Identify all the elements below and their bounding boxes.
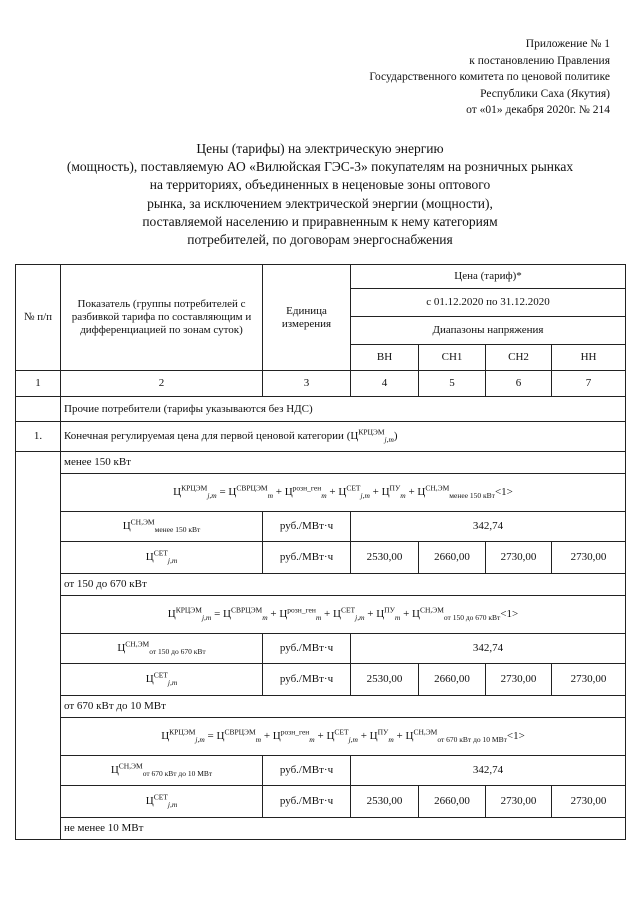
row1-close: ) bbox=[393, 430, 398, 442]
symbol-sup: СН,ЭМ bbox=[118, 761, 143, 771]
rozn-symbol bbox=[284, 483, 327, 501]
tariff-symbol: Ц bbox=[412, 608, 420, 620]
column-number: 5 bbox=[419, 371, 486, 397]
symbol-sup: розн_ген bbox=[287, 605, 316, 615]
symbol-sub: от 150 до 670 кВт bbox=[149, 647, 206, 657]
symbol-sup: КРЦЭМ bbox=[175, 605, 202, 615]
tariff-symbol: Ц bbox=[272, 730, 281, 742]
unit-cell: руб./МВт·ч bbox=[263, 542, 351, 574]
tariff-symbol: Ц bbox=[110, 764, 119, 776]
symbol-sup: СВРЦЭМ bbox=[230, 605, 263, 615]
document-title bbox=[0, 140, 640, 249]
set-value: 2730,00 bbox=[486, 542, 552, 574]
header-num: № п/п bbox=[16, 265, 61, 371]
symbol-sub: j,m bbox=[355, 613, 365, 623]
appendix-line: к постановлению Правления bbox=[469, 54, 610, 67]
formula-cell: $Ц^{КРЦЭМ}_{j,m} = Ц^{СВРЦЭМ}_m + Ц^{розн\_ген}_m + Ц^{СЕТ}_{j,m} + Ц^{ПУ}_m + Ц^{СН,ЭМ}_{от 150 до 670 кВт}<1>$ bbox=[61, 596, 626, 634]
tariff-symbol: Ц bbox=[405, 730, 414, 742]
row-number: 1. bbox=[16, 422, 61, 452]
set-symbol bbox=[145, 670, 178, 688]
header-price: Цена (тариф)* bbox=[351, 265, 626, 289]
symbol-sup: ПУ bbox=[384, 605, 395, 615]
symbol-sup: СН,ЭМ bbox=[425, 483, 450, 493]
symbol-sup: ПУ bbox=[377, 727, 389, 737]
symbol-sup: СЕТ bbox=[153, 670, 168, 680]
footnote-ref: <1> bbox=[494, 486, 513, 498]
set-value: 2660,00 bbox=[419, 542, 486, 574]
symbol-sub: от 150 до 670 кВт bbox=[443, 613, 501, 623]
symbol-sub: от 670 кВт до 10 МВт bbox=[437, 735, 507, 745]
krcem-symbol bbox=[161, 727, 205, 745]
symbol-sup: СВРЦЭМ bbox=[236, 483, 268, 493]
symbol-sup: СЕТ bbox=[340, 605, 356, 615]
sn-value: 342,74 bbox=[351, 756, 626, 786]
sn-component-label bbox=[61, 512, 263, 542]
header-sn2: СН2 bbox=[486, 345, 552, 371]
title-line: рынка, за исключением электрической энергии (мощности), bbox=[147, 195, 493, 211]
tariff-symbol: Ц bbox=[326, 730, 335, 742]
symbol-sup: КРЦЭМ bbox=[169, 727, 196, 737]
svrcem-symbol bbox=[228, 483, 273, 501]
set-component-label bbox=[61, 664, 263, 696]
tariff-symbol: Ц bbox=[332, 608, 341, 620]
unit-cell: руб./МВт·ч bbox=[263, 786, 351, 818]
symbol-sub: j,m bbox=[167, 556, 178, 566]
svrcem-symbol bbox=[216, 727, 262, 745]
column-number: 6 bbox=[486, 371, 552, 397]
tariff-symbol: Ц bbox=[145, 795, 154, 807]
set-value: 2530,00 bbox=[351, 664, 419, 696]
set-component-label bbox=[61, 542, 263, 574]
header-indicator: Показатель (группы потребителей с разбивкой тарифа по составляющим и дифференциацией по зонам суток) bbox=[61, 265, 263, 371]
tariff-symbol: Ц bbox=[228, 486, 237, 498]
symbol-sup: СН,ЭМ bbox=[419, 605, 444, 615]
symbol-sup: СН,ЭМ bbox=[125, 639, 150, 649]
tariff-symbol: Ц bbox=[145, 551, 154, 563]
symbol-sup: СВРЦЭМ bbox=[224, 727, 256, 737]
symbol-sup: розн_ген bbox=[292, 483, 322, 493]
header-sn1: СН1 bbox=[419, 345, 486, 371]
footnote-ref: <1> bbox=[500, 608, 519, 620]
set-value: 2530,00 bbox=[351, 786, 419, 818]
symbol-sup: розн_ген bbox=[280, 727, 310, 737]
symbol-sub: менее 150 кВт bbox=[154, 525, 201, 535]
appendix-line: Приложение № 1 bbox=[525, 38, 610, 50]
group-label: не менее 10 МВт bbox=[61, 818, 626, 840]
set-symbol bbox=[338, 483, 370, 501]
symbol-sup: КРЦЭМ bbox=[181, 483, 208, 493]
set-value: 2530,00 bbox=[351, 542, 419, 574]
title-line: на территориях, объединенных в неценовые зоны оптового bbox=[149, 177, 491, 193]
symbol-sub: m bbox=[400, 491, 406, 501]
rozn-symbol bbox=[272, 727, 315, 745]
krcem-symbol bbox=[167, 605, 212, 623]
set-symbol bbox=[145, 792, 178, 810]
header-period: с 01.12.2020 по 31.12.2020 bbox=[351, 289, 626, 317]
symbol-sub: j,m bbox=[348, 735, 358, 745]
pu-symbol bbox=[369, 727, 394, 745]
pu-symbol bbox=[381, 483, 406, 501]
symbol-sub: m bbox=[262, 613, 268, 623]
tariff-symbol: Ц bbox=[338, 486, 347, 498]
sn-value: 342,74 bbox=[351, 512, 626, 542]
symbol-sup: СЕТ bbox=[346, 483, 361, 493]
sn-symbol bbox=[117, 639, 206, 657]
group-num-cell bbox=[16, 452, 61, 840]
appendix-block bbox=[369, 36, 610, 119]
header-unit: Единица измерения bbox=[263, 265, 351, 371]
sn-value: 342,74 bbox=[351, 634, 626, 664]
group-label: менее 150 кВт bbox=[61, 452, 626, 474]
symbol-sup: СН,ЭМ bbox=[413, 727, 438, 737]
symbol-sub: менее 150 кВт bbox=[449, 491, 495, 501]
tariff-symbol: Ц bbox=[216, 730, 225, 742]
symbol-sub: m bbox=[267, 491, 273, 501]
tariff-symbol: Ц bbox=[167, 608, 176, 620]
header-vn: ВН bbox=[351, 345, 419, 371]
column-number: 3 bbox=[263, 371, 351, 397]
tariff-symbol: Ц bbox=[223, 608, 231, 620]
set-value: 2660,00 bbox=[419, 664, 486, 696]
section-other-consumers: Прочие потребители (тарифы указываются без НДС) bbox=[61, 397, 626, 422]
tariff-symbol: Ц bbox=[284, 486, 293, 498]
set-value: 2730,00 bbox=[486, 664, 552, 696]
tariff-table bbox=[15, 264, 626, 840]
symbol-sup: СЕТ bbox=[334, 727, 349, 737]
svrcem-symbol bbox=[223, 605, 268, 623]
rozn-symbol bbox=[279, 605, 322, 623]
set-symbol bbox=[145, 548, 178, 566]
row1-text: Конечная регулируемая цена для первой ценовой категории (Ц bbox=[64, 430, 359, 442]
column-number: 2 bbox=[61, 371, 263, 397]
empty-cell bbox=[16, 397, 61, 422]
set-value: 2730,00 bbox=[552, 664, 626, 696]
title-line: (мощность), поставляемую АО «Вилюйская ГЭС-3» покупателям на розничных рынках bbox=[66, 159, 574, 175]
symbol-sub: j,m bbox=[360, 491, 370, 501]
unit-cell: руб./МВт·ч bbox=[263, 756, 351, 786]
sn-component-label bbox=[61, 634, 263, 664]
tariff-symbol: Ц bbox=[369, 730, 378, 742]
title-line: поставляемой населению и приравненным к нему категориям bbox=[142, 213, 498, 229]
set-component-label bbox=[61, 786, 263, 818]
appendix-line: Республики Саха (Якутия) bbox=[480, 87, 610, 100]
symbol-sub: j,m bbox=[195, 735, 205, 745]
tariff-symbol: Ц bbox=[161, 730, 170, 742]
set-symbol bbox=[332, 605, 365, 623]
set-value: 2730,00 bbox=[552, 786, 626, 818]
sn-symbol bbox=[122, 517, 201, 535]
appendix-line: от «01» декабря 2020г. № 214 bbox=[466, 104, 610, 116]
symbol-sub: m bbox=[394, 613, 401, 623]
sn-symbol bbox=[110, 761, 213, 779]
symbol-sup: СЕТ bbox=[153, 548, 168, 558]
symbol-sub: m bbox=[321, 491, 327, 501]
row1-title bbox=[61, 422, 626, 452]
symbol-sub: j,m bbox=[167, 800, 178, 810]
symbol-sub: m bbox=[388, 735, 394, 745]
title-line: потребителей, по договорам энергоснабжения bbox=[187, 232, 453, 248]
formula-cell: $Ц^{КРЦЭМ}_{j,m} = Ц^{СВРЦЭМ}_m + Ц^{розн\_ген}_m + Ц^{СЕТ}_{j,m} + Ц^{ПУ}_m + Ц^{СН,ЭМ}_{менее 150 кВт}<1>$ bbox=[61, 474, 626, 512]
sn-symbol bbox=[412, 605, 501, 623]
tariff-symbol: Ц bbox=[173, 486, 182, 498]
row1-sup: КРЦЭМ bbox=[358, 427, 385, 437]
unit-cell: руб./МВт·ч bbox=[263, 664, 351, 696]
set-value: 2730,00 bbox=[486, 786, 552, 818]
symbol-sub: m bbox=[309, 735, 315, 745]
symbol-sup: СЕТ bbox=[153, 792, 168, 802]
footnote-ref: <1> bbox=[506, 730, 525, 742]
tariff-symbol: Ц bbox=[279, 608, 288, 620]
column-number: 7 bbox=[552, 371, 626, 397]
row1-sub: j,m bbox=[384, 435, 394, 445]
symbol-sub: j,m bbox=[201, 613, 212, 623]
column-number: 1 bbox=[16, 371, 61, 397]
tariff-symbol: Ц bbox=[417, 486, 426, 498]
set-symbol bbox=[326, 727, 358, 745]
tariff-symbol: Ц bbox=[117, 642, 126, 654]
column-number: 4 bbox=[351, 371, 419, 397]
symbol-sub: от 670 кВт до 10 МВт bbox=[142, 769, 213, 779]
title-line: Цены (тарифы) на электрическую энергию bbox=[196, 141, 444, 156]
set-value: 2660,00 bbox=[419, 786, 486, 818]
tariff-symbol: Ц bbox=[381, 486, 390, 498]
unit-cell: руб./МВт·ч bbox=[263, 512, 351, 542]
formula-cell: $Ц^{КРЦЭМ}_{j,m} = Ц^{СВРЦЭМ}_m + Ц^{розн\_ген}_m + Ц^{СЕТ}_{j,m} + Ц^{ПУ}_m + Ц^{СН,ЭМ}_{от 670 кВт до 10 МВт}<1>$ bbox=[61, 718, 626, 756]
symbol-sub: m bbox=[255, 735, 262, 745]
sn-symbol bbox=[417, 483, 495, 501]
symbol-sub: j,m bbox=[207, 491, 217, 501]
symbol-sup: ПУ bbox=[389, 483, 401, 493]
tariff-symbol: Ц bbox=[376, 608, 385, 620]
tariff-symbol: Ц bbox=[145, 673, 154, 685]
pu-symbol bbox=[376, 605, 401, 623]
symbol-sup: СН,ЭМ bbox=[130, 517, 155, 527]
header-ranges: Диапазоны напряжения bbox=[351, 317, 626, 345]
appendix-line: Государственного комитета по ценовой политике bbox=[369, 71, 610, 83]
header-nn: НН bbox=[552, 345, 626, 371]
group-label: от 670 кВт до 10 МВт bbox=[61, 696, 626, 718]
tariff-symbol: Ц bbox=[122, 520, 131, 532]
group-label: от 150 до 670 кВт bbox=[61, 574, 626, 596]
unit-cell: руб./МВт·ч bbox=[263, 634, 351, 664]
set-value: 2730,00 bbox=[552, 542, 626, 574]
krcem-symbol bbox=[173, 483, 217, 501]
sn-symbol bbox=[405, 727, 507, 745]
symbol-sub: m bbox=[315, 613, 322, 623]
symbol-sub: j,m bbox=[167, 678, 178, 688]
sn-component-label bbox=[61, 756, 263, 786]
